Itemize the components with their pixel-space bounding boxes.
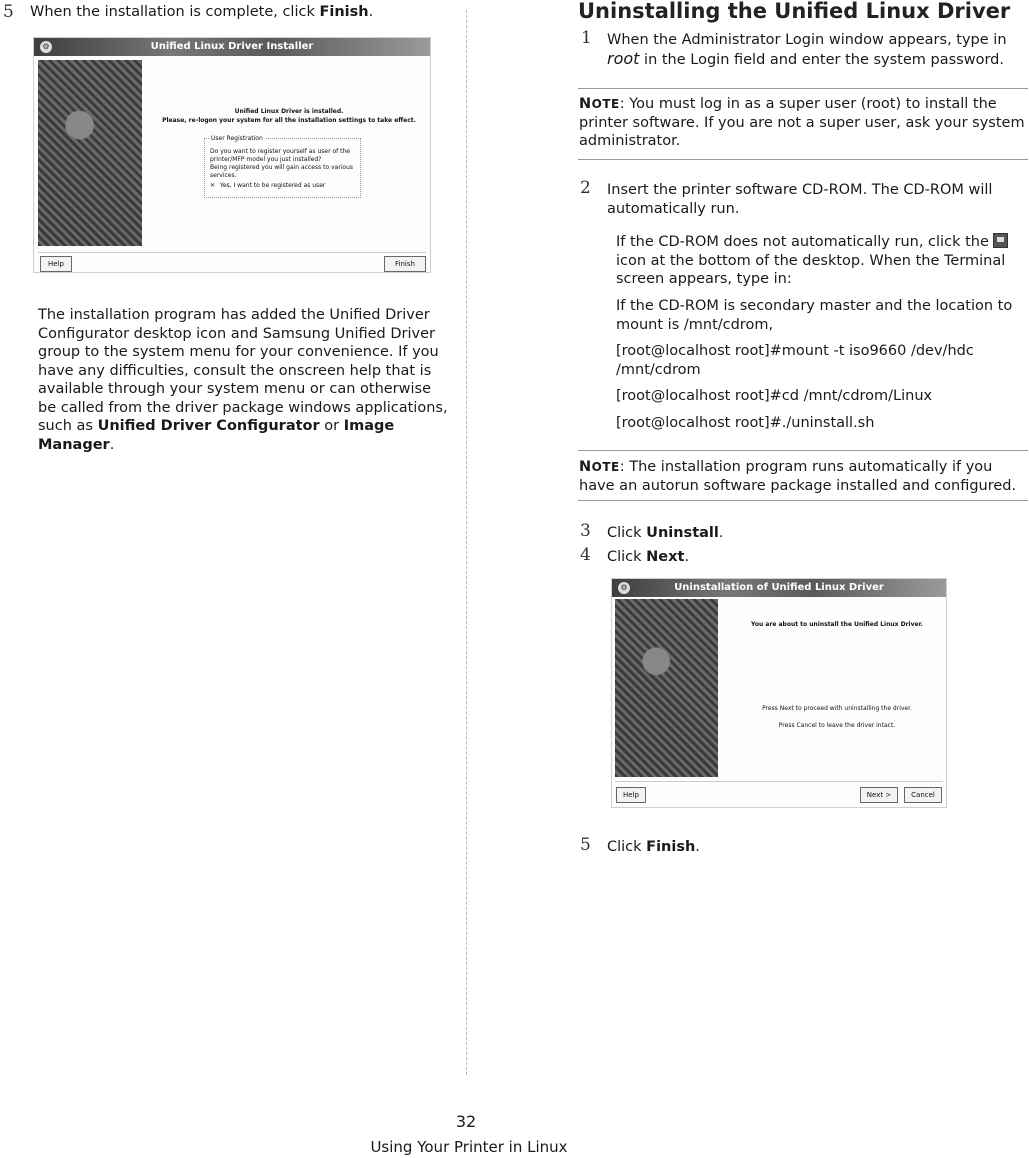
- help-button[interactable]: Help: [40, 256, 72, 272]
- installer-side-image: [38, 60, 142, 246]
- step-number: 4: [580, 545, 591, 565]
- page-number: 32: [455, 1112, 477, 1131]
- register-checkbox-label: Yes, I want to be registered as user: [220, 182, 326, 189]
- step-2-text: Insert the printer software CD-ROM. The CD-ROM will automatically run.: [607, 182, 993, 217]
- cancel-button[interactable]: Cancel: [904, 787, 942, 803]
- installation-paragraph: The installation program has added the Unified Driver Configurator desktop icon and Samsung Unified Driver group to the system menu for your convenience. If you have any difficulties, consult the onscreen help that is available through your system menu or can otherwise be called from the driver package windows applications, such as Unified Driver Configurator or Image Manager.: [38, 307, 448, 453]
- terminal-icon[interactable]: [993, 233, 1008, 248]
- step-3-text: Click Uninstall.: [607, 525, 724, 541]
- uninstall-title: Uninstallation of Unified Linux Driver: [674, 582, 884, 593]
- installed-message: Unified Linux Driver is installed.: [234, 108, 344, 115]
- separator: [38, 252, 426, 253]
- installer-title: Unified Linux Driver Installer: [150, 41, 314, 52]
- step-4-text: Click Next.: [607, 549, 690, 565]
- uninstall-side-image: [615, 599, 718, 777]
- finish-button[interactable]: Finish: [384, 256, 426, 272]
- question-line: services.: [210, 172, 237, 179]
- step-number: 1: [581, 28, 592, 48]
- note-rule-bottom: [578, 159, 1028, 160]
- step-1-text: When the Administrator Login window appears, type in root in the Login field and enter the system password.: [607, 32, 1007, 68]
- question-line: printer/MFP model you just installed?: [210, 156, 322, 163]
- step-number: 5: [580, 835, 591, 855]
- next-button[interactable]: Next >: [860, 787, 898, 803]
- section-heading: Uninstalling the Unified Linux Driver: [578, 0, 1011, 23]
- registration-label: User Registration: [211, 135, 263, 142]
- uninstall-screenshot: [611, 578, 947, 808]
- column-divider: [466, 10, 467, 1075]
- uninstall-titlebar: [612, 579, 946, 597]
- separator: [615, 781, 943, 782]
- cancel-hint: Press Cancel to leave the driver intact.: [778, 722, 896, 729]
- step-number: 5: [3, 2, 14, 22]
- note-rule-top: [578, 88, 1028, 89]
- note-rule-top: [578, 450, 1028, 451]
- step-number: 3: [580, 521, 591, 541]
- uninstall-message: You are about to uninstall the Unified Linux Driver.: [751, 621, 923, 628]
- app-icon: ⚙: [40, 41, 52, 53]
- step-5-finish-text: Click Finish.: [607, 839, 700, 855]
- step-5-text: When the installation is complete, click Finish.: [30, 4, 374, 20]
- help-button[interactable]: Help: [616, 787, 646, 803]
- cdrom-instructions: If the CD-ROM does not automatically run, click the icon at the bottom of the desktop. When the Terminal screen appears, type in:: [616, 233, 1018, 289]
- note-2: NOTE: The installation program runs automatically if you have an autorun software package installed and configured.: [579, 459, 1017, 494]
- note-1: NOTE: You must log in as a super user (root) to install the printer software. If you are not a super user, ask your system administrator.: [579, 96, 1025, 149]
- command-mount: [root@localhost root]#mount -t iso9660 /dev/hdc /mnt/cdrom: [616, 343, 974, 378]
- footer-caption: Using Your Printer in Linux: [370, 1138, 568, 1156]
- command-cd: [root@localhost root]#cd /mnt/cdrom/Linux: [616, 388, 933, 404]
- installer-screenshot: [33, 37, 431, 273]
- next-hint: Press Next to proceed with uninstalling the driver.: [762, 705, 912, 712]
- step-number: 2: [580, 178, 591, 198]
- register-checkbox[interactable]: ✕: [210, 182, 216, 189]
- installer-titlebar: [34, 38, 430, 56]
- note-rule-bottom: [578, 500, 1028, 501]
- question-line: Being registered you will gain access to various: [210, 164, 354, 171]
- app-icon: ⚙: [618, 582, 630, 594]
- question-line: Do you want to register yourself as user of the: [210, 148, 350, 155]
- mount-instructions: If the CD-ROM is secondary master and the location to mount is /mnt/cdrom,: [616, 298, 1013, 333]
- relogon-message: Please, re-logon your system for all the installation settings to take effect.: [162, 117, 416, 124]
- command-uninstall: [root@localhost root]#./uninstall.sh: [616, 415, 875, 431]
